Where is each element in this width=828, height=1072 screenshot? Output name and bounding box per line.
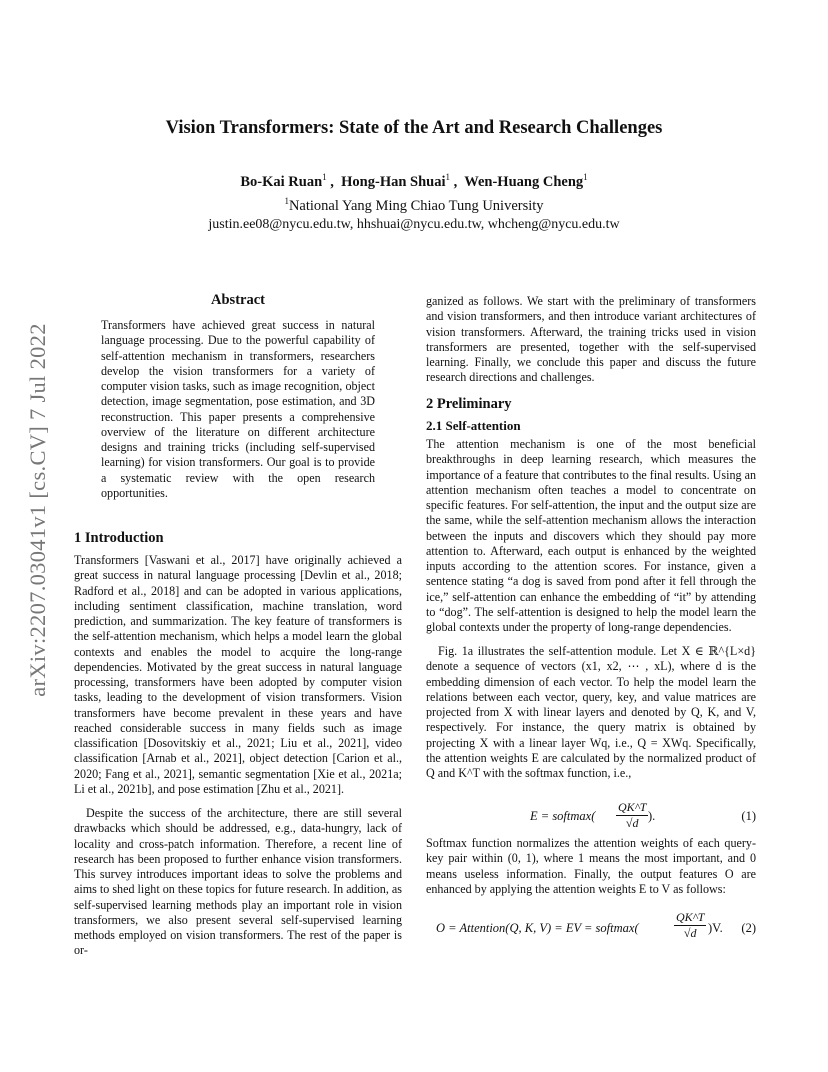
subsection-heading-self-attention: 2.1 Self-attention <box>426 418 521 433</box>
intro-paragraph-1: Transformers [Vaswani et al., 2017] have originally achieved a great success in natural language processing [Devlin et al., 2018; Radford et al., 2018] and can be adopted in various applications, including sentiment classification, machine translation, word prediction, and summarization. The key feature of transformers is the self-attention mechanism, which helps a model learn the global contexts and enables the model to acquire the long-range dependencies. Motivated by the great success in natural language processing, transformers have been adopted by computer vision tasks, leading to the development of vision transformers. Vision transformers have become prevalent in these years and have reached considerable success in many fields such as image classification [Dosovitskiy et al., 2021; Liu et al., 2021], video classification [Arnab et al., 2021], object detection [Carion et al., 2020; Fang et al., 2021], semantic segmentation [Xie et al., 2021a; Li et al., 2021b], and pose estimation [Zhu et al., 2021]. <box>74 553 402 796</box>
author-list: Bo-Kai Ruan$^1$ , Hong-Han Shuai$^1$ , Wen-Huang Cheng$^1$ <box>240 172 588 190</box>
equation-fraction: $\frac{QK\^{}T}{√d}$ <box>676 910 705 940</box>
equation-fraction: $\frac{QK\^{}T}{√d}$ <box>618 800 647 830</box>
author-emails: justin.ee08@nycu.edu.tw, hhshuai@nycu.edu.tw, whcheng@nycu.edu.tw <box>208 217 620 232</box>
author-name: Bo-Kai Ruan <box>240 174 323 190</box>
affiliation: $^1$National Yang Ming Chiao Tung University <box>284 196 544 214</box>
equation-1: E = softmax( $\frac{QK\^{}T}{√d}$ ). (1) <box>530 800 756 830</box>
abstract-heading: Abstract <box>211 292 265 308</box>
equation-number: (1) <box>741 809 756 823</box>
section-heading-preliminary: 2 Preliminary <box>426 396 512 412</box>
equation-2: O = Attention(Q, K, V) = EV = softmax( $\frac{QK\^{}T}{√d}$ )V. (2) <box>436 910 756 940</box>
self-attention-paragraph-1: The attention mechanism is one of the most beneficial breakthroughs in deep learning research, which measures the importance of a feature that contributes to the final results. Using an attention mechanism often teaches a model to concentrate on specific features. For self-attention, the input and the output size are the same, while the self-attention mechanism allows the interaction between the inputs and discovers which they should pay more attention to. Afterward, each output is enhanced by the weighted inputs according to the attention scores. For instance, given a sentence stating “a dog is saved from pond after it fell through the ice,” self-attention can enhance the embedding of “it” by attending to “dog”. The self-attention is designed to help the model learn the global contexts under the property of long-range dependencies. <box>426 437 756 634</box>
section-heading-introduction: 1 Introduction <box>74 530 164 546</box>
intro-paragraph-3: ganized as follows. We start with the preliminary of transformers and vision transformers, and then introduce variant architectures of vision transformers. Afterward, the training tricks used in vision transformers are presented, together with the self-supervised learning. Finally, we conclude this paper and discuss the future research directions and challenges. <box>426 294 756 385</box>
self-attention-paragraph-2: Fig. 1a illustrates the self-attention module. Let X ∈ ℝ^{L×d} denote a sequence of vectors (x1, x2, ⋯ , xL), where d is the embedding dimension of each vector. To help the model learn the relations between each vector, query, key, and value matrices are projected from X with linear layers and denoted by Q, K, and V, respectively. For instance, the query matrix is obtained by projecting X with a linear layer Wq, i.e., Q = XWq. Specifically, the attention weights E are calculated by the normalized product of Q and K^T with the softmax function, i.e., <box>426 644 756 780</box>
author-name: Hong-Han Shuai <box>341 174 446 190</box>
paper-title: Vision Transformers: State of the Art and Research Challenges <box>165 118 663 138</box>
author-name: Wen-Huang Cheng <box>464 174 584 190</box>
arxiv-identifier: arXiv:2207.03041v1 [cs.CV] 7 Jul 2022 <box>25 323 50 697</box>
intro-paragraph-2: Despite the success of the architecture, there are still several drawbacks which should be addressed, e.g., data-hungry, lack of locality and cross-patch information. Therefore, a recent line of research has been proposed to further enhance vision transformers. This survey introduces important ideas to solve the problems and aims to shed light on these topics for future research. In addition, as self-supervised learning methods play an important role in vision transformers, we also present several self-supervised learning methods employed on vision transformers. The rest of the paper is or- <box>74 806 402 958</box>
self-attention-paragraph-3: Softmax function normalizes the attention weights of each query-key pair within (0, 1), where 1 means the most important, and 0 means useless information. Finally, the output features O are enhanced by applying the attention weights E to V as follows: <box>426 836 756 896</box>
abstract-text: Transformers have achieved great success in natural language processing. Due to the powerful capability of self-attention mechanism in transformers, researchers develop the vision transformers for a variety of computer vision tasks, such as image recognition, object detection, image segmentation, pose estimation, and 3D reconstruction. This paper presents a comprehensive overview of the literature on different architecture designs and training tricks (including self-supervised learning) for vision transformers. Our goal is to provide a systematic review with the open research opportunities. <box>101 318 375 500</box>
equation-number: (2) <box>741 921 756 935</box>
